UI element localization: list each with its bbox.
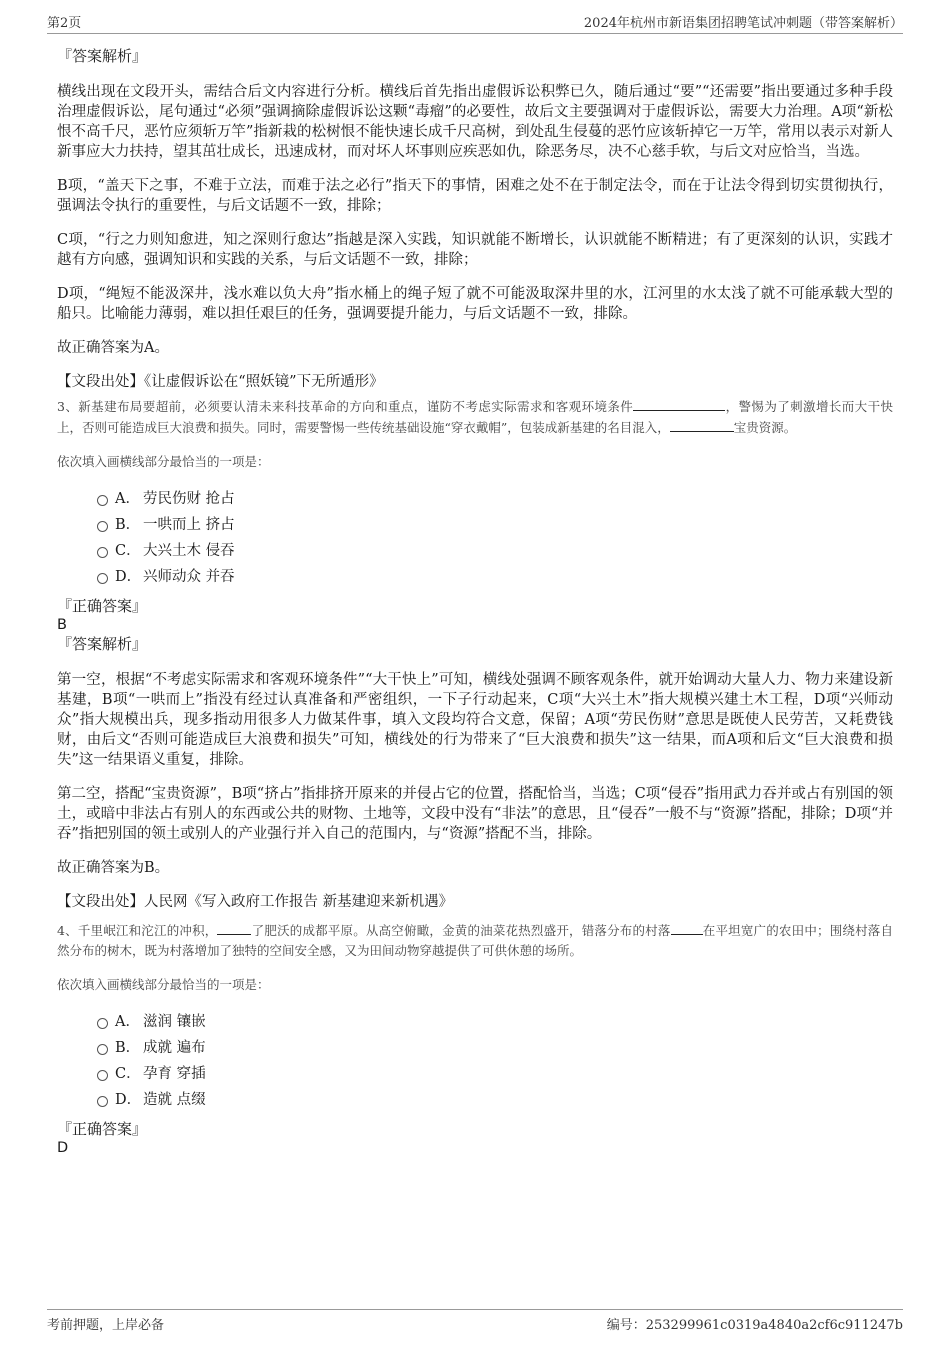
question-4-text — [57, 920, 893, 961]
option-b[interactable] — [57, 512, 893, 538]
fill-blank — [670, 417, 734, 432]
option-text: 孕育 穿插 — [143, 1066, 206, 1082]
option-letter: D． — [115, 569, 142, 585]
footer-slogan: 考前押题，上岸必备 — [47, 1318, 165, 1333]
question-4-options — [57, 1009, 893, 1113]
page-header — [47, 12, 903, 32]
option-a[interactable] — [57, 486, 893, 512]
page-content — [57, 46, 893, 1157]
option-text: 成就 遍布 — [143, 1040, 206, 1056]
question-3-options — [57, 486, 893, 590]
option-b[interactable] — [57, 1035, 893, 1061]
question-prompt: 依次填入画横线部分最恰当的一项是： — [57, 454, 270, 469]
fill-blank — [217, 920, 251, 935]
question-3-text — [57, 396, 893, 438]
radio-icon[interactable] — [97, 1096, 108, 1107]
final-answer-line: 故正确答案为A。 — [57, 340, 169, 356]
correct-answer-label: 『正确答案』 — [57, 1120, 148, 1138]
option-text: 劳民伤财 抢占 — [143, 491, 235, 507]
option-d[interactable] — [57, 564, 893, 590]
page-number: 第2页 — [47, 16, 82, 31]
option-letter: A． — [115, 491, 140, 507]
header-divider — [47, 33, 903, 34]
page-footer — [47, 1314, 903, 1334]
radio-icon[interactable] — [97, 521, 108, 532]
option-c[interactable] — [57, 538, 893, 564]
question-prompt: 依次填入画横线部分最恰当的一项是： — [57, 977, 270, 992]
answer-explanation-label: 『答案解析』 — [57, 635, 148, 653]
passage-source: 【文段出处】人民网《写入政府工作报告 新基建迎来新机遇》 — [57, 894, 454, 910]
radio-icon[interactable] — [97, 1070, 108, 1081]
question-text-part: 3、新基建布局要超前，必须要认清未来科技革命的方向和重点，谨防不考虑实际需求和客观环境条件 — [57, 399, 634, 414]
radio-icon[interactable] — [97, 1044, 108, 1055]
explanation-paragraph: 第一空，根据“不考虑实际需求和客观环境条件”“大干快上”可知，横线处强调不顾客观条件，就开始调动大量人力、物力来建设新基建，B项“一哄而上”指没有经过认真准备和严密组织，一下子行动起来，C项“大兴土木”指大规模兴建土木工程，D项“兴师动众”指大规模出兵，现多指动用很多人力做某件事，填入文段均符合文意，保留；A项“劳民伤财”意思是既使人民劳苦，又耗费钱财，由后文“否则可能造成巨大浪费和损失”可知，横线处的行为带来了“巨大浪费和损失”这一结果，而A项和后文“巨大浪费和损失”这一结果语义重复，排除。 — [57, 672, 893, 768]
fill-blank — [633, 396, 725, 411]
final-answer-line: 故正确答案为B。 — [57, 860, 170, 876]
question-text-part: ，警惕为了刺激增长而大干快上，否则可能造成巨大浪费和损失。同时，需要警惕一些传统基础设施“穿衣戴帽”，包装成新基建的名目混入， — [57, 399, 893, 435]
radio-icon[interactable] — [97, 1018, 108, 1029]
document-title: 2024年杭州市新语集团招聘笔试冲刺题（带答案解析） — [583, 16, 903, 31]
option-c[interactable] — [57, 1061, 893, 1087]
correct-answer-value: D — [57, 1140, 69, 1156]
radio-icon[interactable] — [97, 495, 108, 506]
explanation-paragraph: C项，“行之力则知愈进，知之深则行愈达”指越是深入实践，知识就能不断增长，认识就能不断精进；有了更深刻的认识，实践才越有方向感，强调知识和实践的关系，与后文话题不一致，排除； — [57, 232, 893, 268]
question-text-part: 了肥沃的成都平原。从高空俯瞰，金黄的油菜花热烈盛开，错落分布的村落 — [251, 923, 671, 938]
option-text: 造就 点缀 — [143, 1092, 206, 1108]
option-text: 大兴土木 侵吞 — [143, 543, 235, 559]
option-text: 兴师动众 并吞 — [143, 569, 235, 585]
option-letter: D． — [115, 1092, 142, 1108]
option-letter: A． — [115, 1014, 140, 1030]
option-letter: B． — [115, 517, 141, 533]
answer-explanation-label: 『答案解析』 — [57, 47, 148, 65]
fill-blank — [671, 920, 703, 935]
document-id: 编号：253299961c0319a4840a2cf6c911247b — [606, 1318, 903, 1333]
footer-divider — [47, 1309, 903, 1310]
correct-answer-value: B — [57, 617, 67, 633]
option-text: 滋润 镶嵌 — [143, 1014, 206, 1030]
option-a[interactable] — [57, 1009, 893, 1035]
radio-icon[interactable] — [97, 547, 108, 558]
radio-icon[interactable] — [97, 573, 108, 584]
option-text: 一哄而上 挤占 — [143, 517, 235, 533]
option-letter: B． — [115, 1040, 141, 1056]
explanation-paragraph: B项，“盖天下之事，不难于立法，而难于法之必行”指天下的事情，困难之处不在于制定法令，而在于让法令得到切实贯彻执行，强调法令执行的重要性，与后文话题不一致，排除； — [57, 178, 893, 214]
question-text-part: 在平坦宽广的农田中；围绕村落自然分布的树木，既为村落增加了独特的空间安全感，又为田间动物穿越提供了可供休憩的场所。 — [57, 923, 893, 958]
option-d[interactable] — [57, 1087, 893, 1113]
explanation-paragraph: 横线出现在文段开头，需结合后文内容进行分析。横线后首先指出虚假诉讼积弊已久，随后通过“要”“还需要”指出要通过多种手段治理虚假诉讼，尾句通过“必须”强调摘除虚假诉讼这颗“毒瘤”的必要性，故后文主要强调对于虚假诉讼，需要大力治理。A项“新松恨不高千尺，恶竹应须斩万竿”指新栽的松树恨不能快速长成千尺高树，到处乱生侵蔓的恶竹应该斩掉它一万竿，常用以表示对新人新事应大力扶持，望其茁壮成长，迅速成材，而对坏人坏事则应疾恶如仇，除恶务尽，决不心慈手软，与后文对应恰当，当选。 — [57, 84, 893, 160]
question-text-part: 4、千里岷江和沱江的冲积， — [57, 923, 218, 938]
option-letter: C． — [115, 543, 141, 559]
passage-source: 【文段出处】《让虚假诉讼在“照妖镜”下无所遁形》 — [57, 374, 384, 390]
correct-answer-label: 『正确答案』 — [57, 597, 148, 615]
option-letter: C． — [115, 1066, 141, 1082]
explanation-paragraph: 第二空，搭配“宝贵资源”，B项“挤占”指排挤开原来的并侵占它的位置，搭配恰当，当选；C项“侵吞”指用武力吞并或占有别国的领土，或暗中非法占有别人的东西或公共的财物、土地等，文段中没有“非法”的意思，且“侵吞”一般不与“资源”搭配，排除；D项“并吞”指把别国的领土或别人的产业强行并入自己的范围内，与“资源”搭配不当，排除。 — [57, 786, 893, 842]
question-text-part: 宝贵资源。 — [733, 420, 797, 435]
explanation-paragraph: D项，“绳短不能汲深井，浅水难以负大舟”指水桶上的绳子短了就不可能汲取深井里的水，江河里的水太浅了就不可能承载大型的船只。比喻能力薄弱，难以担任艰巨的任务，强调要提升能力，与后文话题不一致，排除。 — [57, 286, 893, 322]
